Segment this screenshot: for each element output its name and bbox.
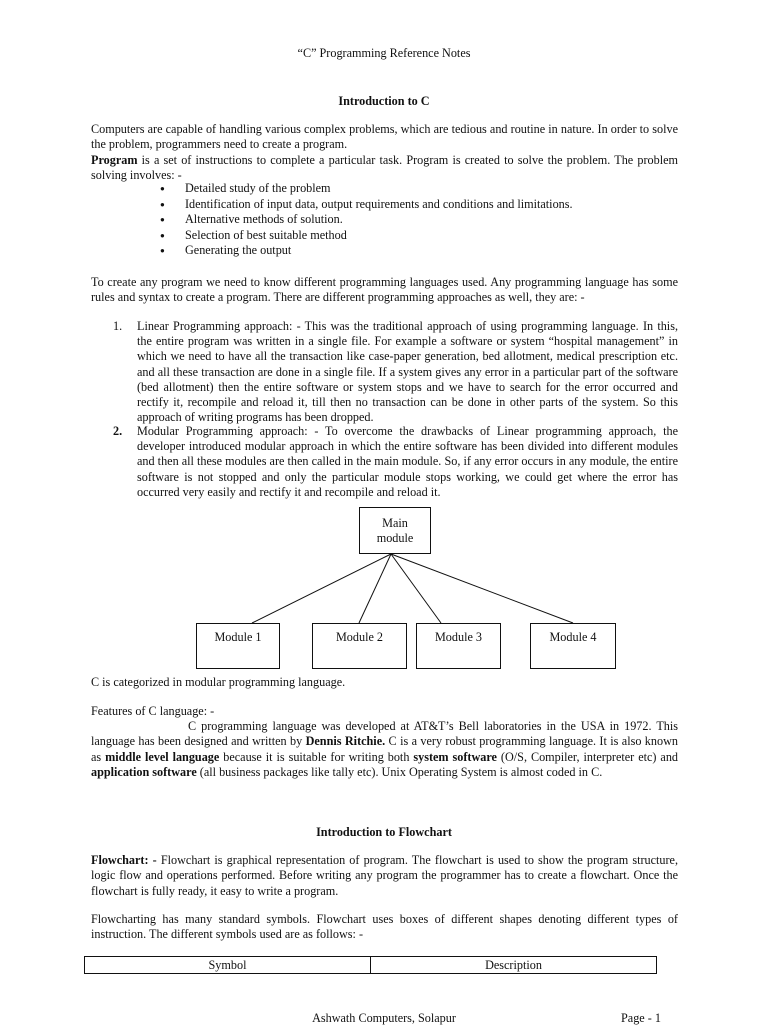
- list-item: ● Generating the output: [160, 243, 573, 259]
- features-bold-level: middle level language: [105, 749, 220, 764]
- module-4-box: [530, 623, 616, 669]
- features-bold-application: application software: [91, 765, 197, 780]
- flowchart-heading: Introduction to Flowchart: [316, 825, 452, 839]
- flowchart-definition: Flowchart is graphical representation of program. The flowchart is used to show the program structure, logic flow and operations performed. Before writing any program the programmer has to create a flowchart. Once the flowchart is fully ready, it easy to write a program.: [91, 853, 679, 898]
- approach-1-text: Linear Programming approach: - This was the traditional approach of using programming language. In this, the entire program was written in a single file. For example a software or system “hospital management” in which we need to have all the transaction like case-paper generation, bed allotment, medical prescription etc. and all these transaction are done in a single file. If a system gives any error in a particular part of the software (bed allotment) then the entire software or system stops and we have to search for the error occurred and rectify it, recompile and reload it, till then no transaction can be done in other parts of the system. So this approach of writing programs has been dropped.: [137, 319, 678, 425]
- flowchart-paragraph-1: [91, 853, 678, 899]
- features-text-5: (all business packages like tally etc). Unix Operating System is almost coded in C.: [196, 765, 603, 780]
- symbol-column-header: Symbol: [85, 957, 371, 973]
- features-paragraph: [91, 719, 678, 781]
- module-4-label: Module 4: [549, 630, 597, 644]
- page-header: “C” Programming Reference Notes: [297, 46, 471, 60]
- features-text-3: because it is suitable for writing both: [219, 749, 414, 764]
- intro-paragraph-3: To create any program we need to know different programming languages used. Any programming language has some rules and syntax to create a program. There are different programming approaches as well, they are: -: [91, 275, 678, 305]
- program-definition: is a set of instructions to complete a particular task. Program is created to solve the problem. The problem solving involves: -: [91, 153, 678, 183]
- description-column-header: Description: [485, 958, 542, 972]
- flowchart-paragraph-2: Flowcharting has many standard symbols. Flowchart uses boxes of different shapes denoting different types of instruction. The different symbols used are as follows: -: [91, 912, 678, 942]
- features-bold-system: system software: [413, 749, 497, 764]
- features-bold-author: Dennis Ritchie.: [305, 734, 386, 749]
- symbols-table-header: [84, 956, 657, 974]
- main-module-box: [359, 507, 431, 554]
- features-text-2: C is a very robust programming language. It is also known as: [91, 734, 678, 764]
- features-text-4: (O/S, Compiler, interpreter etc) and: [496, 749, 679, 764]
- module-1-label: Module 1: [214, 630, 262, 644]
- module-2-label: Module 2: [335, 630, 384, 644]
- footer-left: Ashwath Computers, Solapur: [312, 1011, 456, 1025]
- list-item: ● Alternative methods of solution.: [160, 212, 573, 228]
- features-heading: Features of C language: -: [91, 704, 215, 718]
- module-3-box: [416, 623, 501, 669]
- intro-paragraph-1: Computers are capable of handling various complex problems, which are tedious and routine in nature. In order to solve the problem, programmers need to create a program.: [91, 122, 678, 152]
- approach-2-text: Modular Programming approach: - To overcome the drawbacks of Linear programming approach, the developer introduced modular approach in which the entire software has been divided into different modules and then all these modules are then called in the main module. So, if any error occurs in any module, the entire software is not stopped and only the particular module stops working, we could get where the error has occurred very easily and rectify it and recompile and reload it.: [137, 424, 678, 499]
- list-item: ● Identification of input data, output requirements and conditions and limitations.: [160, 197, 573, 213]
- c-category-text: C is categorized in modular programming language.: [91, 675, 346, 689]
- module-2-box: [312, 623, 407, 669]
- program-term: Program: [91, 153, 138, 167]
- intro-heading: Introduction to C: [338, 94, 430, 108]
- main-module-label-line2: module: [376, 530, 414, 545]
- main-module-label-line1: Main: [382, 515, 408, 530]
- approach-1-number: 1.: [113, 319, 123, 333]
- module-1-box: [196, 623, 280, 669]
- list-item: ● Detailed study of the problem: [160, 181, 573, 197]
- page-number: Page - 1: [621, 1011, 661, 1025]
- list-item: ● Selection of best suitable method: [160, 228, 573, 244]
- module-3-label: Module 3: [434, 630, 483, 644]
- approach-2-number: 2.: [113, 424, 123, 438]
- flowchart-term: Flowchart: -: [91, 853, 157, 867]
- features-text-1: C programming language was developed at AT&T’s Bell laboratories in the USA in 1972. This language has been designed and written by: [91, 719, 678, 749]
